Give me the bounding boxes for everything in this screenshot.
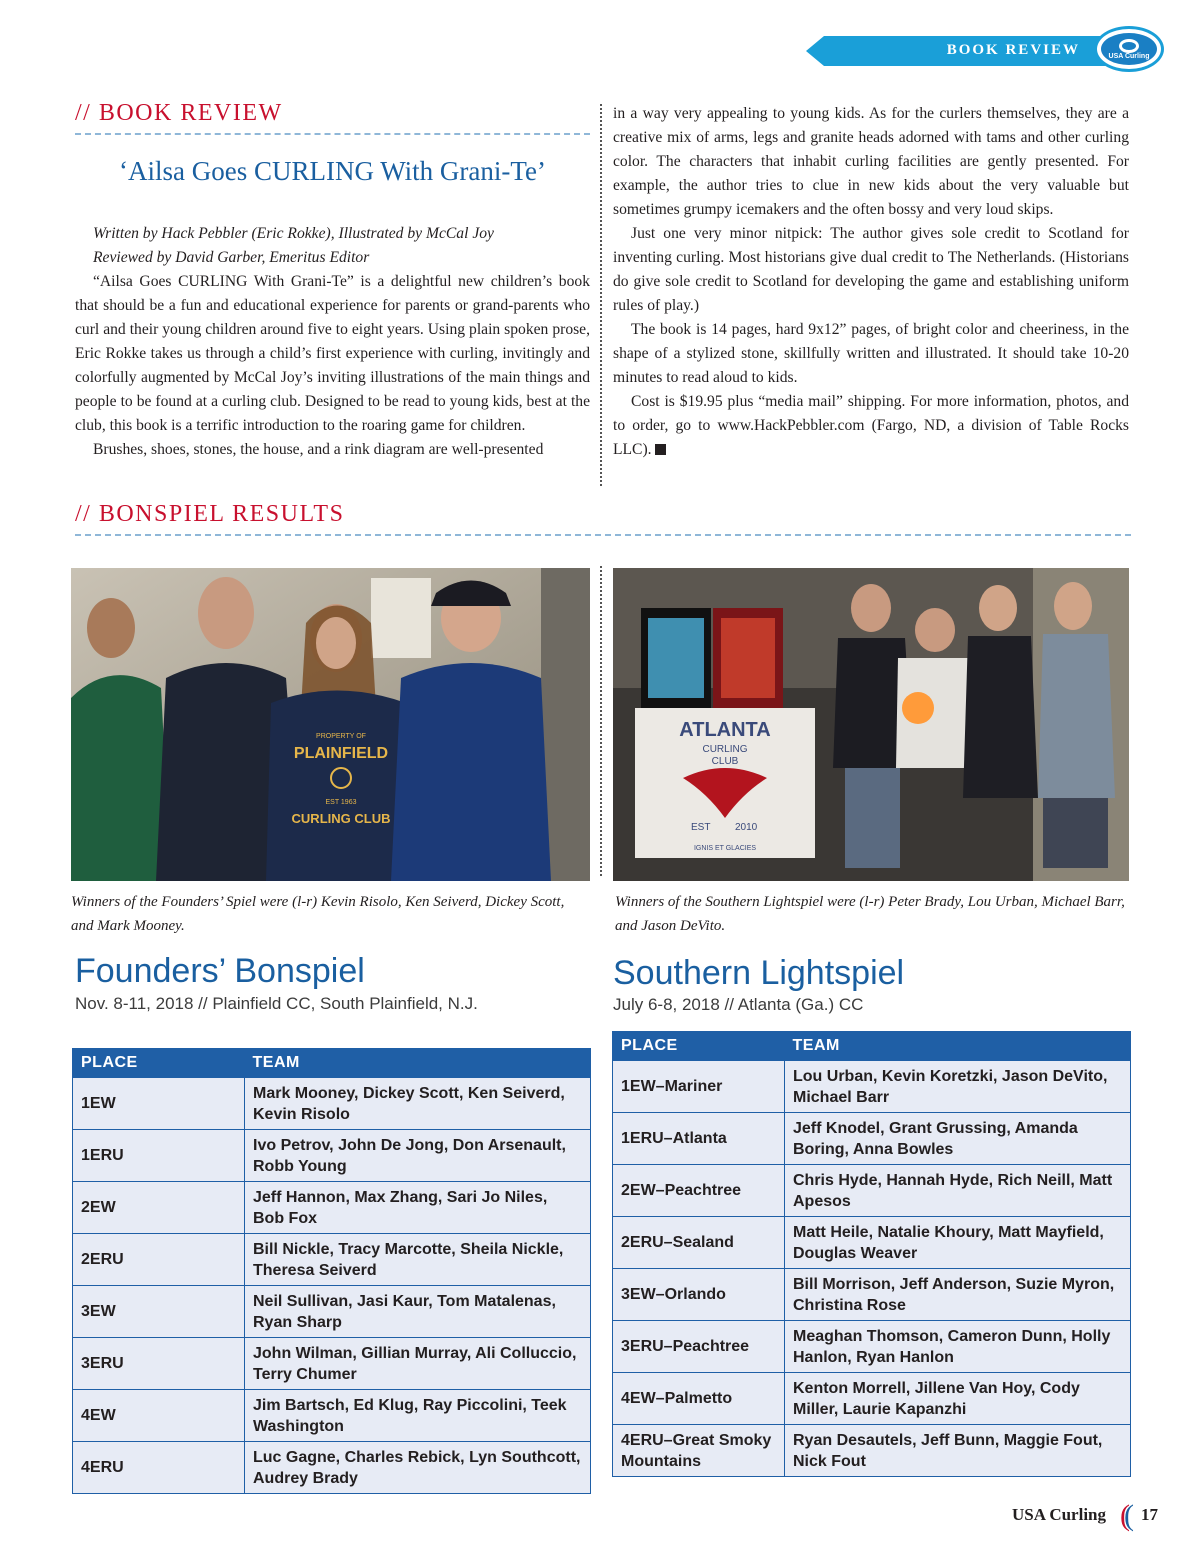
cell-place: 2ERU–Sealand bbox=[613, 1217, 785, 1269]
cell-place: 1EW bbox=[73, 1078, 245, 1130]
founders-subtitle: Nov. 8-11, 2018 // Plainfield CC, South Plainfield, N.J. bbox=[75, 994, 478, 1013]
southern-photo-caption: Winners of the Southern Lightspiel were (l-r) Peter Brady, Lou Urban, Michael Barr, and Jason DeVito. bbox=[615, 894, 1125, 934]
shirt-text-property: PROPERTY OF bbox=[316, 733, 366, 740]
cell-team: Bill Nickle, Tracy Marcotte, Sheila Nickle, Theresa Seiverd bbox=[245, 1234, 591, 1286]
book-review-right-column bbox=[613, 102, 1129, 462]
southern-results-table bbox=[612, 1031, 1131, 1477]
column-header-team: TEAM bbox=[245, 1049, 591, 1078]
table-row bbox=[613, 1269, 1131, 1321]
southern-winners-photo bbox=[613, 568, 1129, 881]
table-row bbox=[73, 1286, 591, 1338]
book-review-rule bbox=[75, 133, 590, 135]
end-mark-icon bbox=[655, 444, 666, 455]
column-divider bbox=[600, 104, 602, 486]
cell-team: Ivo Petrov, John De Jong, Don Arsenault, Robb Young bbox=[245, 1130, 591, 1182]
bonspiel-results-heading: // BONSPIEL RESULTS bbox=[75, 501, 345, 527]
book-review-left-column bbox=[75, 222, 590, 462]
review-paragraph-last bbox=[613, 390, 1129, 462]
shirt-text-curling-club: CURLING CLUB bbox=[291, 811, 391, 826]
cell-team: Mark Mooney, Dickey Scott, Ken Seiverd, Kevin Risolo bbox=[245, 1078, 591, 1130]
cell-team: Lou Urban, Kevin Koretzki, Jason DeVito, Michael Barr bbox=[785, 1061, 1131, 1113]
banner-text-est: EST bbox=[691, 822, 711, 833]
cell-place: 2EW–Peachtree bbox=[613, 1165, 785, 1217]
banner-text-motto: IGNIS ET GLACIES bbox=[693, 845, 757, 852]
founders-photo-caption: Winners of the Founders’ Spiel were (l-r) Kevin Risolo, Ken Seiverd, Dickey Scott, and Mark Mooney. bbox=[71, 894, 565, 934]
table-row bbox=[613, 1425, 1131, 1477]
column-header-team: TEAM bbox=[785, 1032, 1131, 1061]
cell-place: 4ERU bbox=[73, 1442, 245, 1494]
table-header-row bbox=[613, 1032, 1131, 1061]
table-row bbox=[73, 1078, 591, 1130]
table-header-row bbox=[73, 1049, 591, 1078]
column-header-place: PLACE bbox=[613, 1032, 785, 1061]
table-row bbox=[613, 1061, 1131, 1113]
table-row bbox=[73, 1442, 591, 1494]
column-header-place: PLACE bbox=[73, 1049, 245, 1078]
southern-title: Southern Lightspiel bbox=[613, 954, 905, 992]
cell-place: 3EW bbox=[73, 1286, 245, 1338]
footer-parenthesis-icon: (( bbox=[1120, 1499, 1128, 1532]
book-review-heading: // BOOK REVIEW bbox=[75, 100, 283, 126]
southern-subtitle: July 6-8, 2018 // Atlanta (Ga.) CC bbox=[613, 995, 864, 1014]
banner-text-atlanta: ATLANTA bbox=[679, 719, 771, 741]
logo-stone-icon bbox=[1119, 39, 1139, 53]
table-row bbox=[73, 1130, 591, 1182]
table-row bbox=[73, 1338, 591, 1390]
cell-place: 4EW–Palmetto bbox=[613, 1373, 785, 1425]
review-paragraph-text: Cost is $19.95 plus “media mail” shipping. For more information, photos, and to order, go to www.HackPebbler.com (Fargo, ND, a division of Table Rocks LLC). bbox=[613, 393, 1129, 458]
founders-results-table bbox=[72, 1048, 591, 1494]
table-row bbox=[613, 1217, 1131, 1269]
review-paragraph: Just one very minor nitpick: The author gives sole credit to Scotland for inventing curling. Most historians give dual credit to The Netherlands. (Historians do give sole credit to Scotland for developing the game and establishing uniform rules of play.) bbox=[613, 225, 1129, 314]
cell-place: 2EW bbox=[73, 1182, 245, 1234]
cell-team: Jeff Hannon, Max Zhang, Sari Jo Niles, Bob Fox bbox=[245, 1182, 591, 1234]
byline-author: Written by Hack Pebbler (Eric Rokke), Illustrated by McCal Joy bbox=[93, 225, 494, 242]
cell-team: Neil Sullivan, Jasi Kaur, Tom Matalenas, Ryan Sharp bbox=[245, 1286, 591, 1338]
table-row bbox=[73, 1182, 591, 1234]
cell-team: Kenton Morrell, Jillene Van Hoy, Cody Miller, Laurie Kapanzhi bbox=[785, 1373, 1131, 1425]
cell-team: Jim Bartsch, Ed Klug, Ray Piccolini, Teek Washington bbox=[245, 1390, 591, 1442]
banner-text-year: 2010 bbox=[735, 822, 758, 833]
usa-curling-logo bbox=[1094, 26, 1164, 72]
review-paragraph: Brushes, shoes, stones, the house, and a rink diagram are well-presented bbox=[93, 441, 544, 458]
cell-place: 1EW–Mariner bbox=[613, 1061, 785, 1113]
cell-place: 3EW–Orlando bbox=[613, 1269, 785, 1321]
review-paragraph: in a way very appealing to young kids. As for the curlers themselves, they are a creative mix of arms, legs and granite heads adorned with tams and other curling color. The characters that inhabit curling facilities are gently presented. For example, the author tries to clue in new kids about the very valuable but sometimes grumpy icemakers and the often bossy and very loud skips. bbox=[613, 105, 1129, 218]
shirt-text-est: EST 1963 bbox=[325, 799, 357, 806]
cell-team: John Wilman, Gillian Murray, Ali Colluccio, Terry Chumer bbox=[245, 1338, 591, 1390]
bonspiel-rule bbox=[75, 534, 1131, 536]
cell-place: 4ERU–Great Smoky Mountains bbox=[613, 1425, 785, 1477]
review-paragraph: “Ailsa Goes CURLING With Grani-Te” is a delightful new children’s book that should be a fun and educational experience for parents or grand-parents who curl and their young children around five to eight years. Using plain spoken prose, Eric Rokke takes us through a child’s first experience with curling, invitingly and colorfully augmented by McCal Joy’s inviting illustrations of the main things and people to be found at a curling club. Designed to be read to young kids, best at the club, this book is a terrific introduction to the roaring game for children. bbox=[75, 273, 590, 434]
cell-team: Meaghan Thomson, Cameron Dunn, Holly Hanlon, Ryan Hanlon bbox=[785, 1321, 1131, 1373]
banner-text-club: CLUB bbox=[711, 756, 739, 767]
section-tab-label: BOOK REVIEW bbox=[946, 42, 1080, 58]
page-number: 17 bbox=[1141, 1505, 1158, 1524]
byline-reviewer: Reviewed by David Garber, Emeritus Editor bbox=[93, 249, 370, 266]
cell-place: 1ERU–Atlanta bbox=[613, 1113, 785, 1165]
cell-place: 2ERU bbox=[73, 1234, 245, 1286]
founders-winners-photo bbox=[71, 568, 590, 881]
cell-place: 1ERU bbox=[73, 1130, 245, 1182]
table-row bbox=[613, 1373, 1131, 1425]
table-row bbox=[73, 1234, 591, 1286]
footer-brand: USA Curling bbox=[1012, 1505, 1106, 1524]
cell-team: Luc Gagne, Charles Rebick, Lyn Southcott, Audrey Brady bbox=[245, 1442, 591, 1494]
photo-divider bbox=[600, 566, 602, 876]
cell-place: 4EW bbox=[73, 1390, 245, 1442]
founders-title: Founders’ Bonspiel bbox=[75, 952, 365, 990]
table-row bbox=[613, 1113, 1131, 1165]
cell-team: Chris Hyde, Hannah Hyde, Rich Neill, Matt Apesos bbox=[785, 1165, 1131, 1217]
book-title: ‘Ailsa Goes CURLING With Grani-Te’ bbox=[119, 156, 546, 186]
table-row bbox=[73, 1390, 591, 1442]
table-row bbox=[613, 1165, 1131, 1217]
cell-place: 3ERU bbox=[73, 1338, 245, 1390]
cell-team: Matt Heile, Natalie Khoury, Matt Mayfield, Douglas Weaver bbox=[785, 1217, 1131, 1269]
cell-team: Ryan Desautels, Jeff Bunn, Maggie Fout, Nick Fout bbox=[785, 1425, 1131, 1477]
review-paragraph: The book is 14 pages, hard 9x12” pages, of bright color and cheeriness, in the shape of a stylized stone, skillfully written and illustrated. It should take 10-20 minutes to read aloud to kids. bbox=[613, 321, 1129, 386]
shirt-text-plainfield: PLAINFIELD bbox=[293, 745, 389, 762]
table-row bbox=[613, 1321, 1131, 1373]
banner-text-curling: CURLING bbox=[702, 744, 748, 755]
cell-team: Jeff Knodel, Grant Grussing, Amanda Boring, Anna Bowles bbox=[785, 1113, 1131, 1165]
cell-team: Bill Morrison, Jeff Anderson, Suzie Myron, Christina Rose bbox=[785, 1269, 1131, 1321]
logo-text: USA Curling bbox=[1108, 53, 1150, 60]
cell-place: 3ERU–Peachtree bbox=[613, 1321, 785, 1373]
